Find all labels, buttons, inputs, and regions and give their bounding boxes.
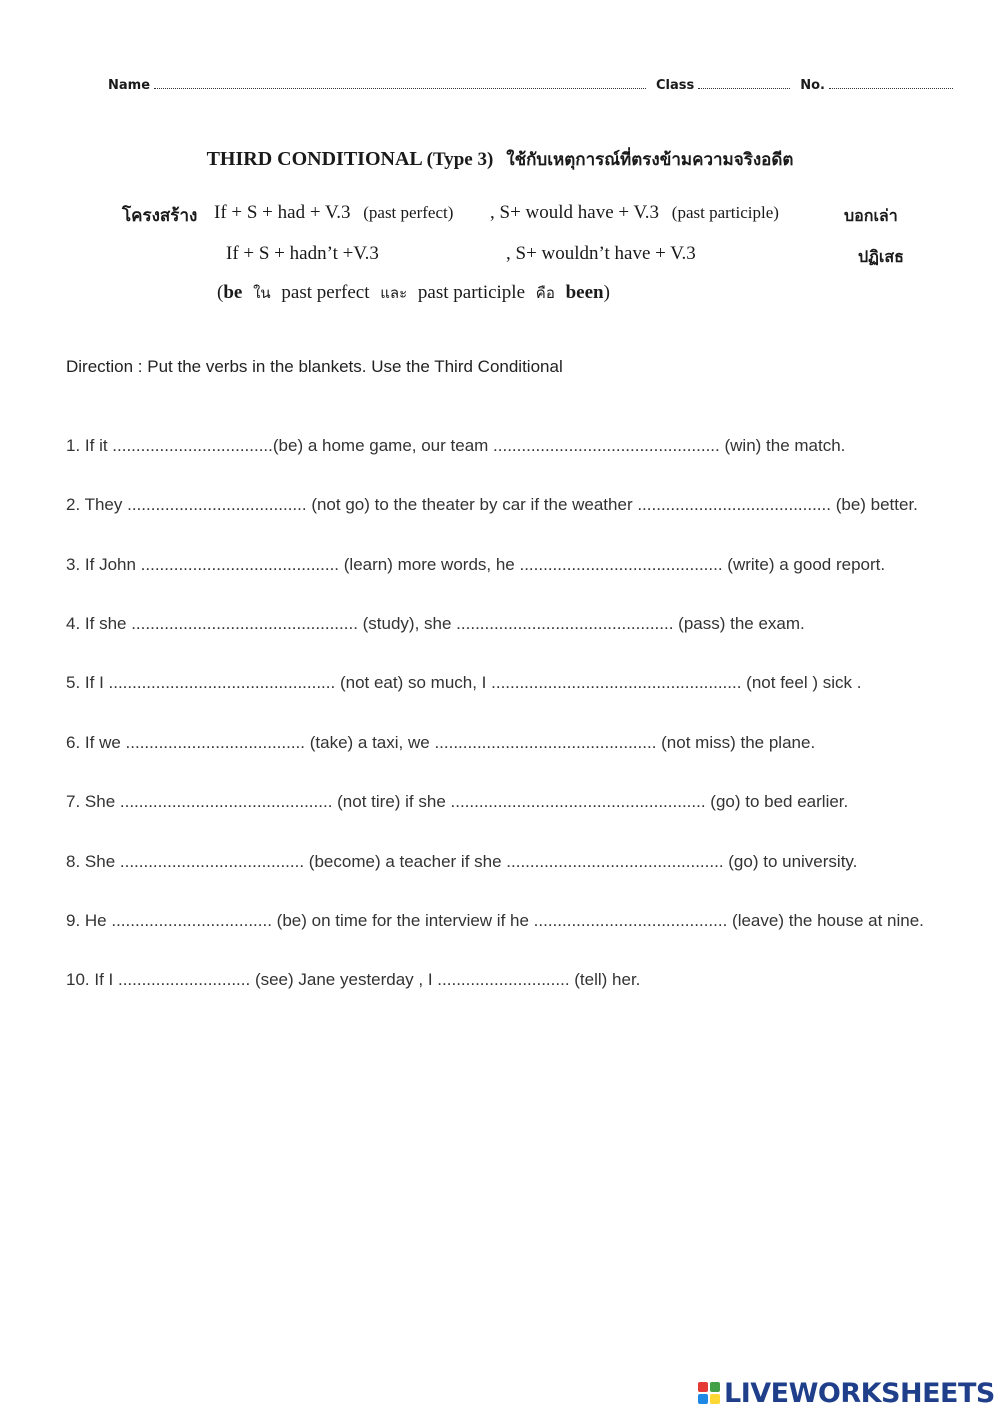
positive-if: If + S + had + V.3 <box>214 202 351 223</box>
structure-label: โครงสร้าง <box>122 206 198 226</box>
question-3[interactable]: 3. If John .......................................... (learn) more words, he ........................................... (write) a good report. <box>66 555 886 574</box>
positive-if-note: (past perfect) <box>363 203 454 222</box>
question-1[interactable]: 1. If it ..................................(be) a home game, our team ................................................ (win) the match. <box>66 436 846 455</box>
positive-if-clause <box>214 202 453 224</box>
positive-main: , S+ would have + V.3 <box>490 202 660 223</box>
title-thai: ใช้กับเหตุการณ์ที่ตรงข้ามความจริงอดีต <box>506 150 794 170</box>
be-note-close: ) <box>603 282 610 303</box>
be-note-lae: และ <box>380 284 408 302</box>
question-2[interactable]: 2. They ...................................... (not go) to the theater by car if the weather ......................................... (be) better. <box>66 495 918 514</box>
negative-main: , S+ wouldn’t have + V.3 <box>506 243 696 264</box>
no-label: No. <box>800 78 825 93</box>
page-title <box>0 146 1000 173</box>
question-9[interactable]: 9. He .................................. (be) on time for the interview if he ......................................... (leave) the house at nine. <box>66 911 924 930</box>
positive-thai-label: บอกเล่า <box>844 206 898 225</box>
be-note-been: been <box>565 282 604 303</box>
name-class-no-line <box>108 76 953 93</box>
negative-if: If + S + hadn’t +V.3 <box>226 243 379 264</box>
no-field[interactable] <box>829 76 953 89</box>
question-10[interactable]: 10. If I ............................ (see) Jane yesterday , I ............................ (tell) her. <box>66 970 641 989</box>
title-main: THIRD CONDITIONAL <box>206 148 422 170</box>
logo-grid-icon <box>698 1382 720 1404</box>
be-note-nai: ใน <box>253 284 271 302</box>
question-6[interactable]: 6. If we ...................................... (take) a taxi, we ............................................... (not miss) the plane. <box>66 733 816 752</box>
be-note-kue: คือ <box>535 284 555 302</box>
positive-main-clause <box>490 202 779 224</box>
positive-main-note: (past participle) <box>671 203 779 222</box>
question-5[interactable]: 5. If I ................................................ (not eat) so much, I ..................................................... (not feel ) sick . <box>66 673 862 692</box>
be-note-be: be <box>223 282 243 303</box>
be-note-pp: past perfect <box>281 282 370 303</box>
be-note-open: ( <box>217 282 224 303</box>
question-8[interactable]: 8. She ....................................... (become) a teacher if she .............................................. (go) to university. <box>66 852 858 871</box>
name-label: Name <box>108 78 151 93</box>
liveworksheets-logo <box>698 1376 995 1410</box>
class-label: Class <box>656 78 695 93</box>
direction-text: Direction : Put the verbs in the blankets. Use the Third Conditional <box>66 357 563 376</box>
name-field[interactable] <box>154 76 646 89</box>
logo-text: LIVEWORKSHEETS <box>724 1377 995 1409</box>
title-type: (Type 3) <box>426 149 494 170</box>
be-note <box>217 281 610 305</box>
negative-thai-label: ปฏิเสธ <box>858 247 904 266</box>
question-4[interactable]: 4. If she ................................................ (study), she .............................................. (pass) the exam. <box>66 614 805 633</box>
question-7[interactable]: 7. She ............................................. (not tire) if she ...................................................... (go) to bed earlier. <box>66 792 849 811</box>
class-field[interactable] <box>698 76 790 89</box>
be-note-part: past participle <box>417 282 526 303</box>
